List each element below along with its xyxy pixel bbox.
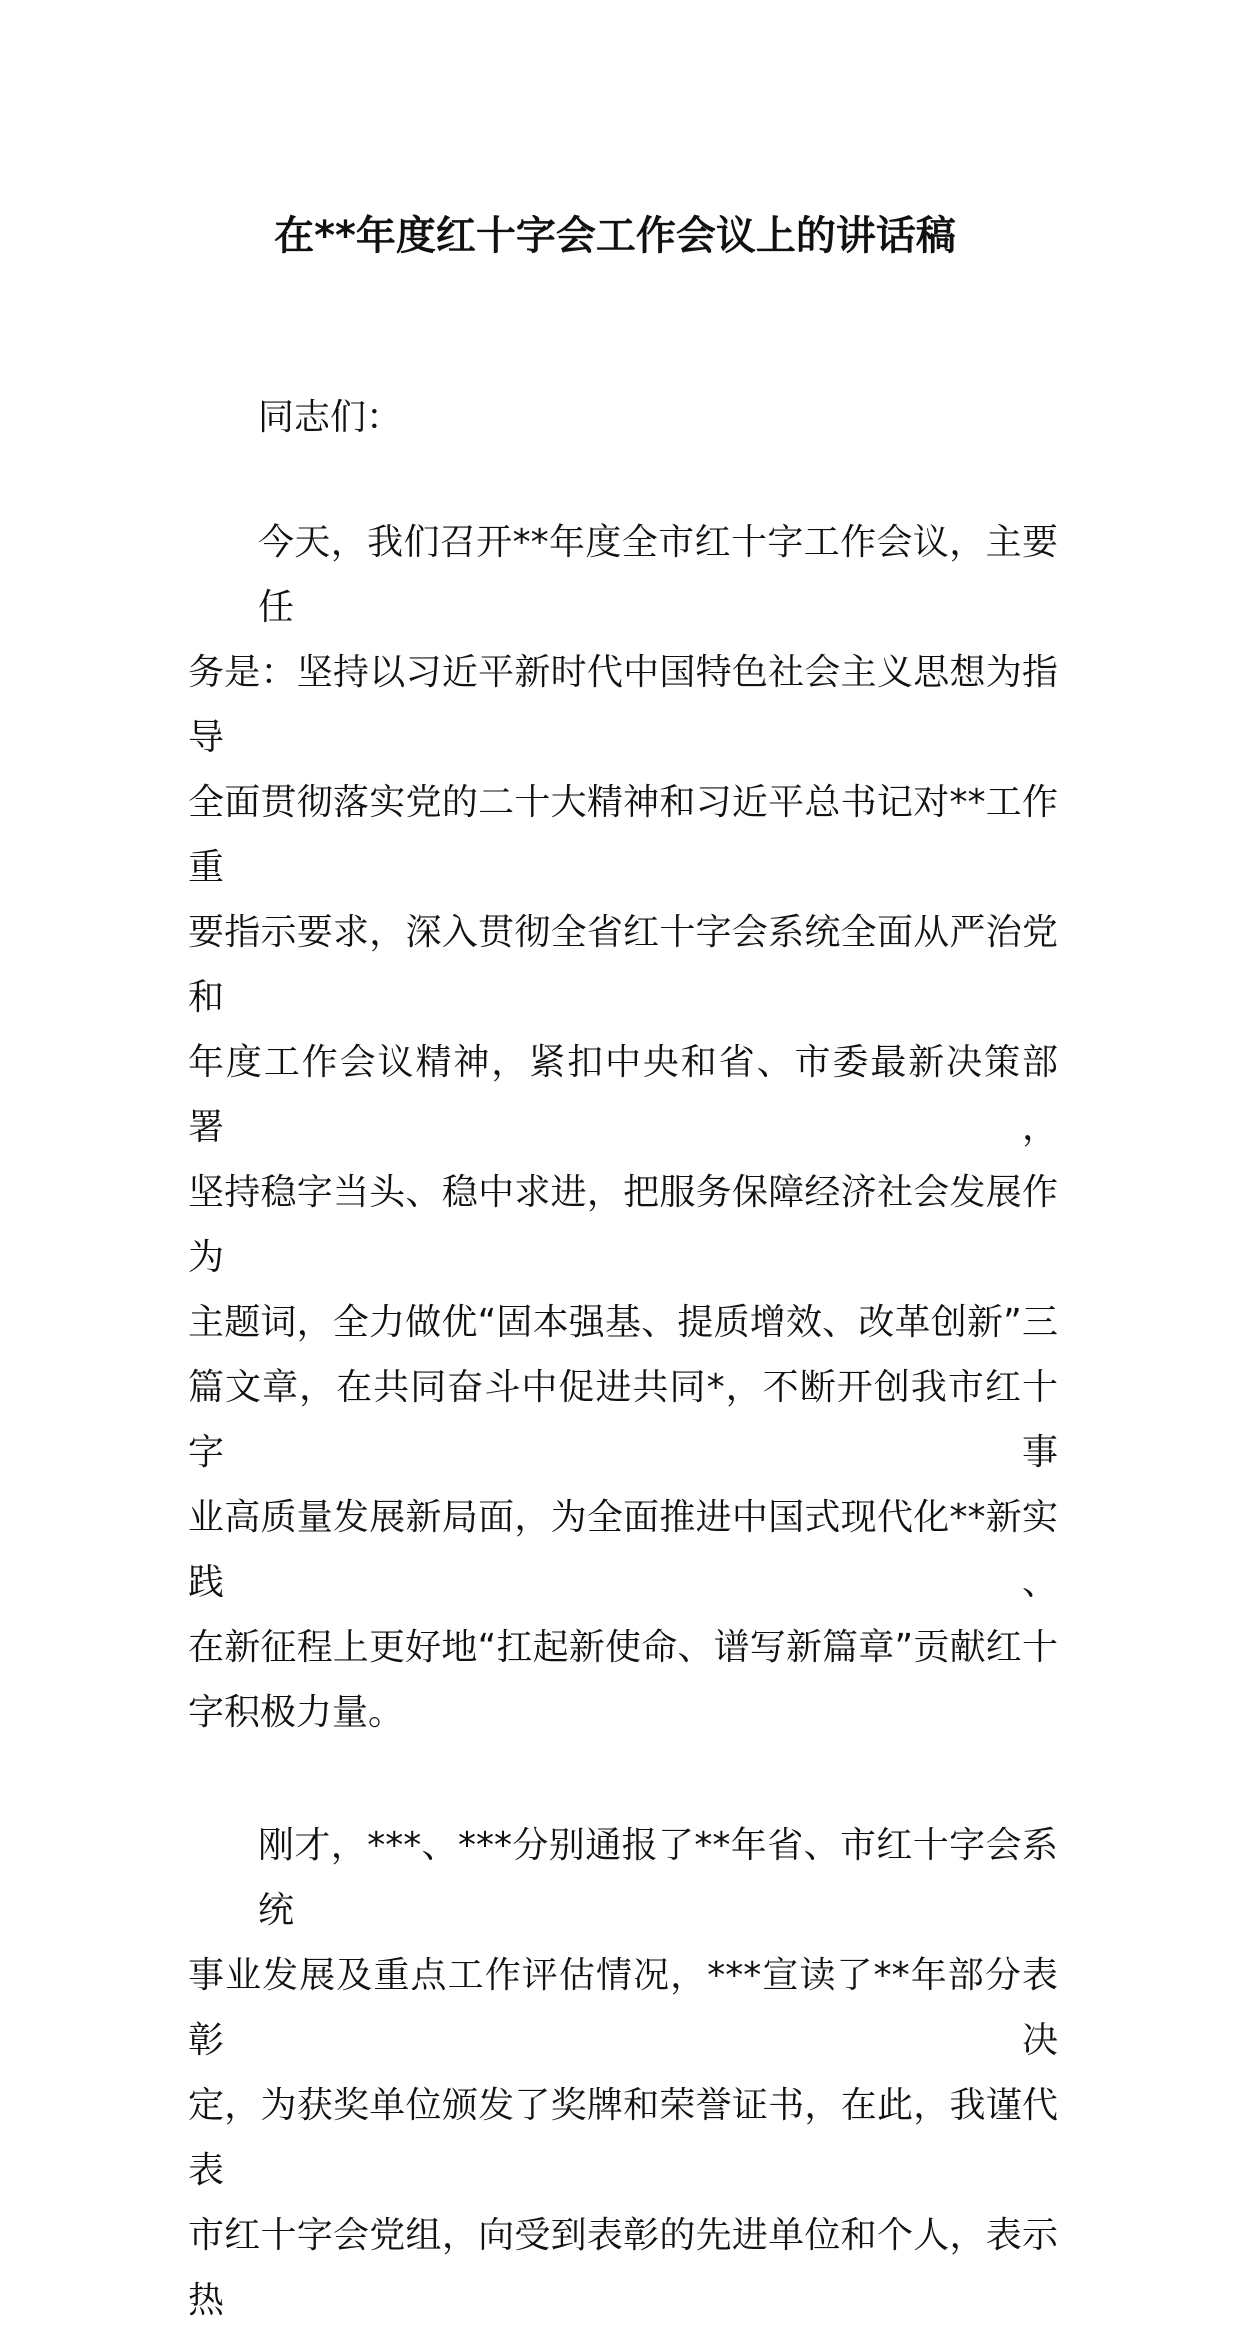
paragraph-2 <box>188 1813 1058 2333</box>
text-line: 主题词，全力做优“固本强基、提质增效、改革创新”三 <box>188 1302 1058 1343</box>
text-line: 坚持稳字当头、稳中求进，把服务保障经济社会发展作为 <box>188 1172 1058 1278</box>
text-line: 市红十字会党组，向受到表彰的先进单位和个人，表示热 <box>188 2215 1058 2321</box>
salutation: 同志们： <box>258 397 403 438</box>
text-line: 篇文章，在共同奋斗中促进共同*，不断开创我市红十字事 <box>188 1367 1058 1473</box>
text-line: 全面贯彻落实党的二十大精神和习近平总书记对**工作重 <box>188 782 1058 888</box>
document-title: 在**年度红十字会工作会议上的讲话稿 <box>274 213 956 259</box>
text-line: 事业发展及重点工作评估情况，***宣读了**年部分表彰决 <box>188 1955 1058 2061</box>
text-line: 今天，我们召开**年度全市红十字工作会议，主要任 <box>258 522 1058 628</box>
text-line: 在新征程上更好地“扛起新使命、谱写新篇章”贡献红十 <box>188 1627 1058 1668</box>
text-line: 字积极力量。 <box>188 1692 405 1733</box>
document-page <box>188 0 1058 2333</box>
text-line: 要指示要求，深入贯彻全省红十字会系统全面从严治党和 <box>188 912 1058 1018</box>
paragraph-1 <box>188 510 1058 1745</box>
text-line: 务是：坚持以习近平新时代中国特色社会主义思想为指导 <box>188 652 1058 758</box>
text-line: 定，为获奖单位颁发了奖牌和荣誉证书，在此，我谨代表 <box>188 2085 1058 2191</box>
text-line: 刚才，***、***分别通报了**年省、市红十字会系统 <box>258 1825 1058 1931</box>
text-line: 业高质量发展新局面，为全面推进中国式现代化**新实践、 <box>188 1497 1058 1603</box>
text-line: 年度工作会议精神，紧扣中央和省、市委最新决策部署， <box>188 1042 1058 1148</box>
